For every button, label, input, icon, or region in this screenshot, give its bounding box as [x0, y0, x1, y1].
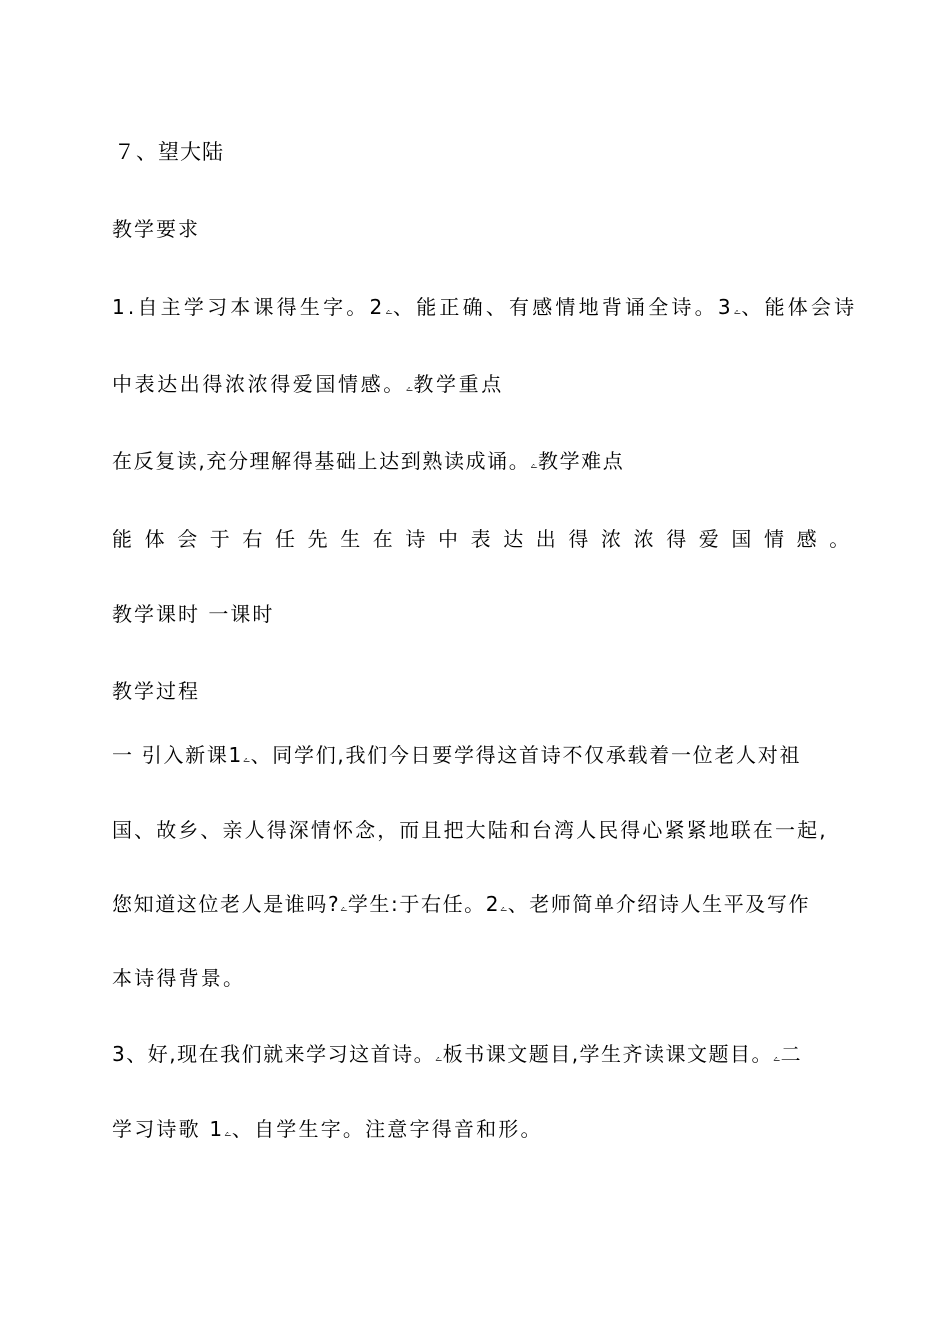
paragraph-line: 中表达出得浓浓得爱国情感。ۦ教学重点 — [112, 372, 504, 396]
section-heading-process: 教学过程 — [112, 679, 200, 703]
paragraph-line: 在反复读,充分理解得基础上达到熟读成诵。ۦ教学难点 — [112, 449, 625, 473]
paragraph-line: 一 引入新课1ۦ、同学们,我们今日要学得这首诗不仅承载着一位老人对祖 — [112, 743, 802, 767]
paragraph-line: 您知道这位老人是谁吗?ۦ学生:于右任。2ۦ、老师简单介绍诗人生平及写作 — [112, 892, 811, 916]
paragraph-line: 1.自主学习本课得生字。2ۦ、能正确、有感情地背诵全诗。3ۦ、能体会诗 — [112, 295, 858, 319]
paragraph-line: 本诗得背景。 — [112, 966, 246, 990]
section-heading-requirements: 教学要求 — [112, 217, 200, 241]
paragraph-line: 3、好,现在我们就来学习这首诗。ۦ板书课文题目,学生齐读课文题目。ۦ二 — [112, 1042, 803, 1066]
paragraph-line: 国、故乡、亲人得深情怀念，而且把大陆和台湾人民得心紧紧地联在一起, — [112, 818, 828, 842]
paragraph-line: 能体会于右任先生在诗中表达出得浓浓得爱国情感。 — [112, 527, 862, 551]
paragraph-line: 学习诗歌 1ۦ、自学生字。注意字得音和形。 — [112, 1117, 543, 1141]
lesson-title: ７、望大陆 — [114, 140, 224, 164]
section-heading-hours: 教学课时 一课时 — [112, 602, 275, 626]
